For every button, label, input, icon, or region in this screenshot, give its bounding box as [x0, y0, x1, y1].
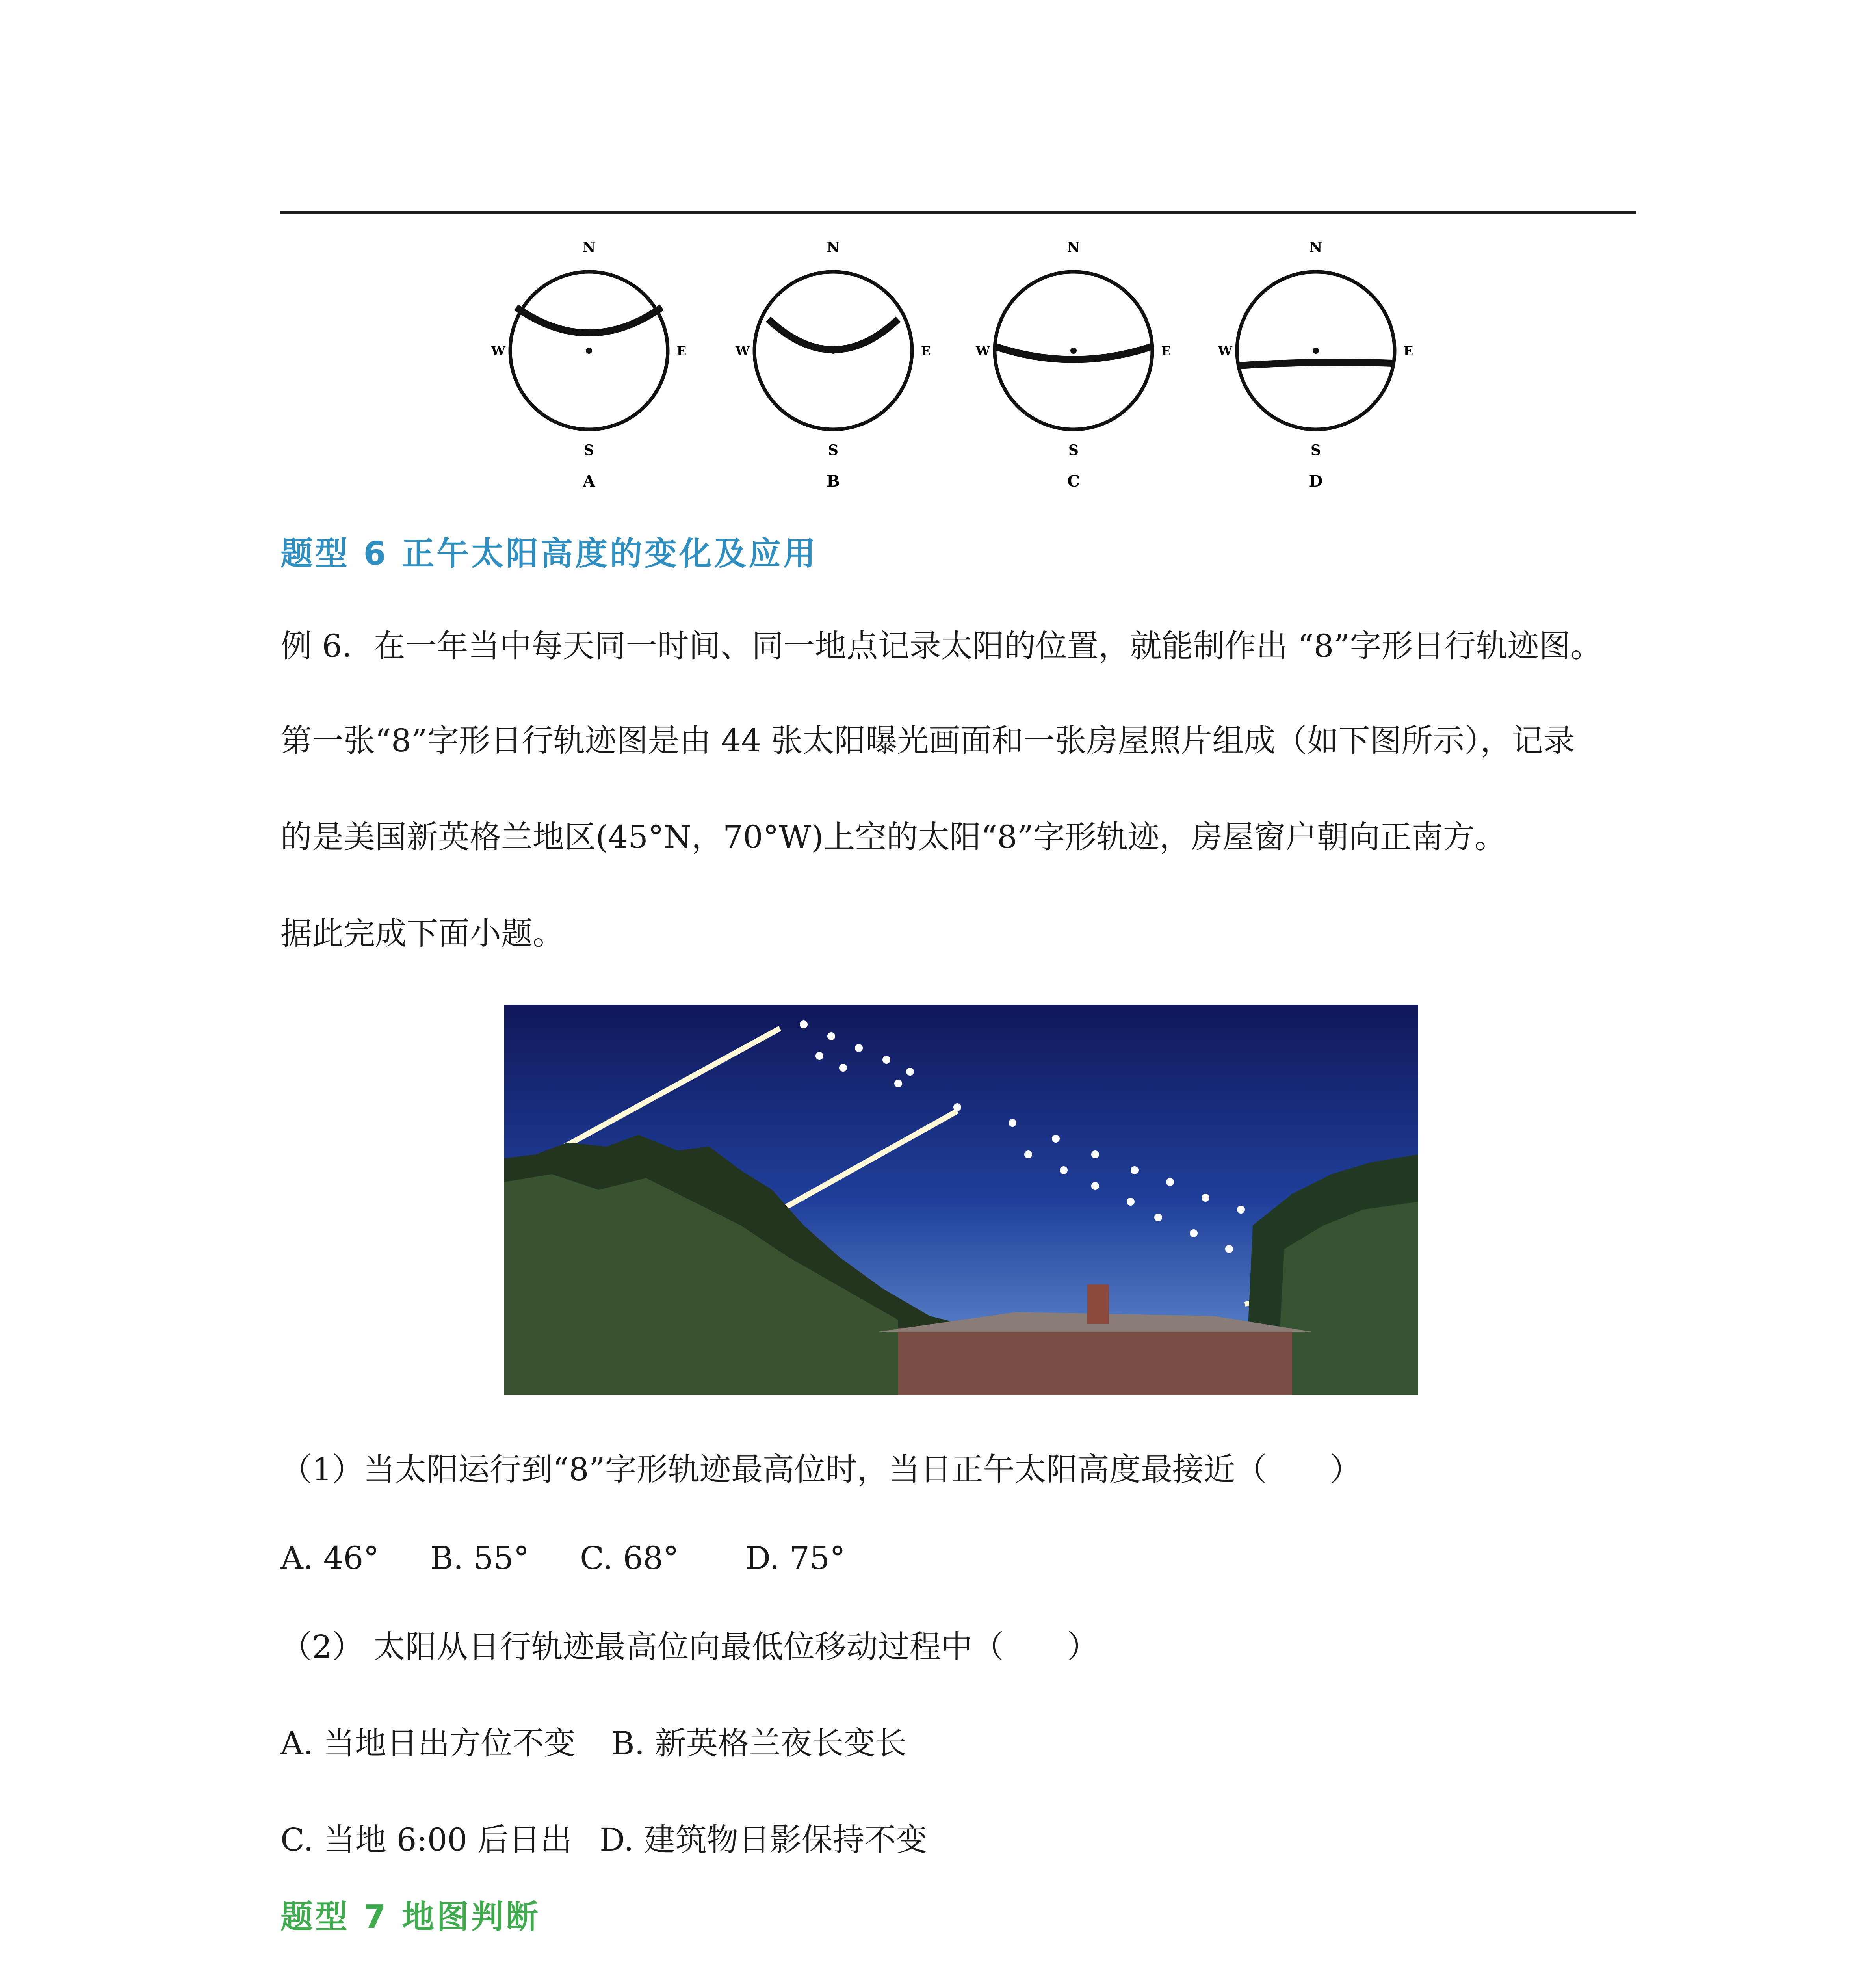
- panel-label-b: B: [827, 472, 840, 491]
- north-label: N: [827, 239, 840, 256]
- east-label: E: [921, 344, 931, 359]
- west-label: W: [491, 344, 505, 359]
- question-2-options-row-2: [280, 1820, 927, 1860]
- west-label: W: [1218, 344, 1232, 359]
- q2-option-a[interactable]: A. 当地日出方位不变: [280, 1725, 576, 1762]
- diagram-a: [491, 239, 686, 491]
- sun-path-diagrams: [481, 229, 1450, 512]
- question-2-stem: （2） 太阳从日行轨迹最高位向最低位移动过程中（ ）: [280, 1628, 1099, 1665]
- example-6-line-3: 的是美国新英格兰地区(45°N，70°W)上空的太阳“8”字形轨迹，房屋窗户朝向正南方。: [280, 819, 1506, 855]
- q1-option-a[interactable]: A. 46°: [280, 1540, 379, 1576]
- diagram-b: [735, 239, 931, 491]
- example-6-line-1: 例 6．在一年当中每天同一时间、同一地点记录太阳的位置，就能制作出 “8”字形日行轨迹图。: [280, 628, 1602, 664]
- panel-label-c: C: [1067, 472, 1080, 491]
- south-label: S: [584, 442, 594, 459]
- south-label: S: [1068, 442, 1079, 459]
- north-label: N: [582, 239, 596, 256]
- example-6-line-2: 第一张“8”字形日行轨迹图是由 44 张太阳曝光画面和一张房屋照片组成（如下图所示），记录: [280, 722, 1575, 759]
- west-label: W: [736, 344, 750, 359]
- east-label: E: [1161, 344, 1171, 359]
- north-label: N: [1067, 239, 1080, 256]
- header-rule: [280, 211, 1636, 214]
- north-label: N: [1309, 239, 1322, 256]
- south-label: S: [1311, 442, 1321, 459]
- question-2-options-row-1: [280, 1724, 907, 1763]
- east-label: E: [1403, 344, 1414, 359]
- panel-label-d: D: [1309, 472, 1323, 491]
- question-1-options: [280, 1539, 845, 1578]
- question-1-stem: （1）当太阳运行到“8”字形轨迹最高位时，当日正午太阳高度最接近（ ）: [280, 1451, 1361, 1488]
- q2-option-c[interactable]: C. 当地 6:00 后日出: [280, 1821, 572, 1858]
- diagram-c: [975, 239, 1171, 491]
- q1-option-b[interactable]: B. 55°: [430, 1540, 529, 1576]
- south-label: S: [828, 442, 838, 459]
- section-6-title: 题型 6 正午太阳高度的变化及应用: [280, 535, 818, 572]
- diagram-d: [1218, 239, 1413, 491]
- example-6-line-4: 据此完成下面小题。: [280, 915, 564, 952]
- panel-label-a: A: [583, 472, 595, 491]
- q1-option-c[interactable]: C. 68°: [580, 1540, 679, 1576]
- east-label: E: [676, 344, 687, 359]
- west-label: W: [976, 344, 990, 359]
- analemma-photo: [504, 1005, 1418, 1395]
- q2-option-b[interactable]: B. 新英格兰夜长变长: [611, 1725, 907, 1762]
- q1-option-d[interactable]: D. 75°: [745, 1540, 845, 1576]
- q2-option-d[interactable]: D. 建筑物日影保持不变: [600, 1821, 928, 1858]
- section-7-title: 题型 7 地图判断: [280, 1898, 541, 1936]
